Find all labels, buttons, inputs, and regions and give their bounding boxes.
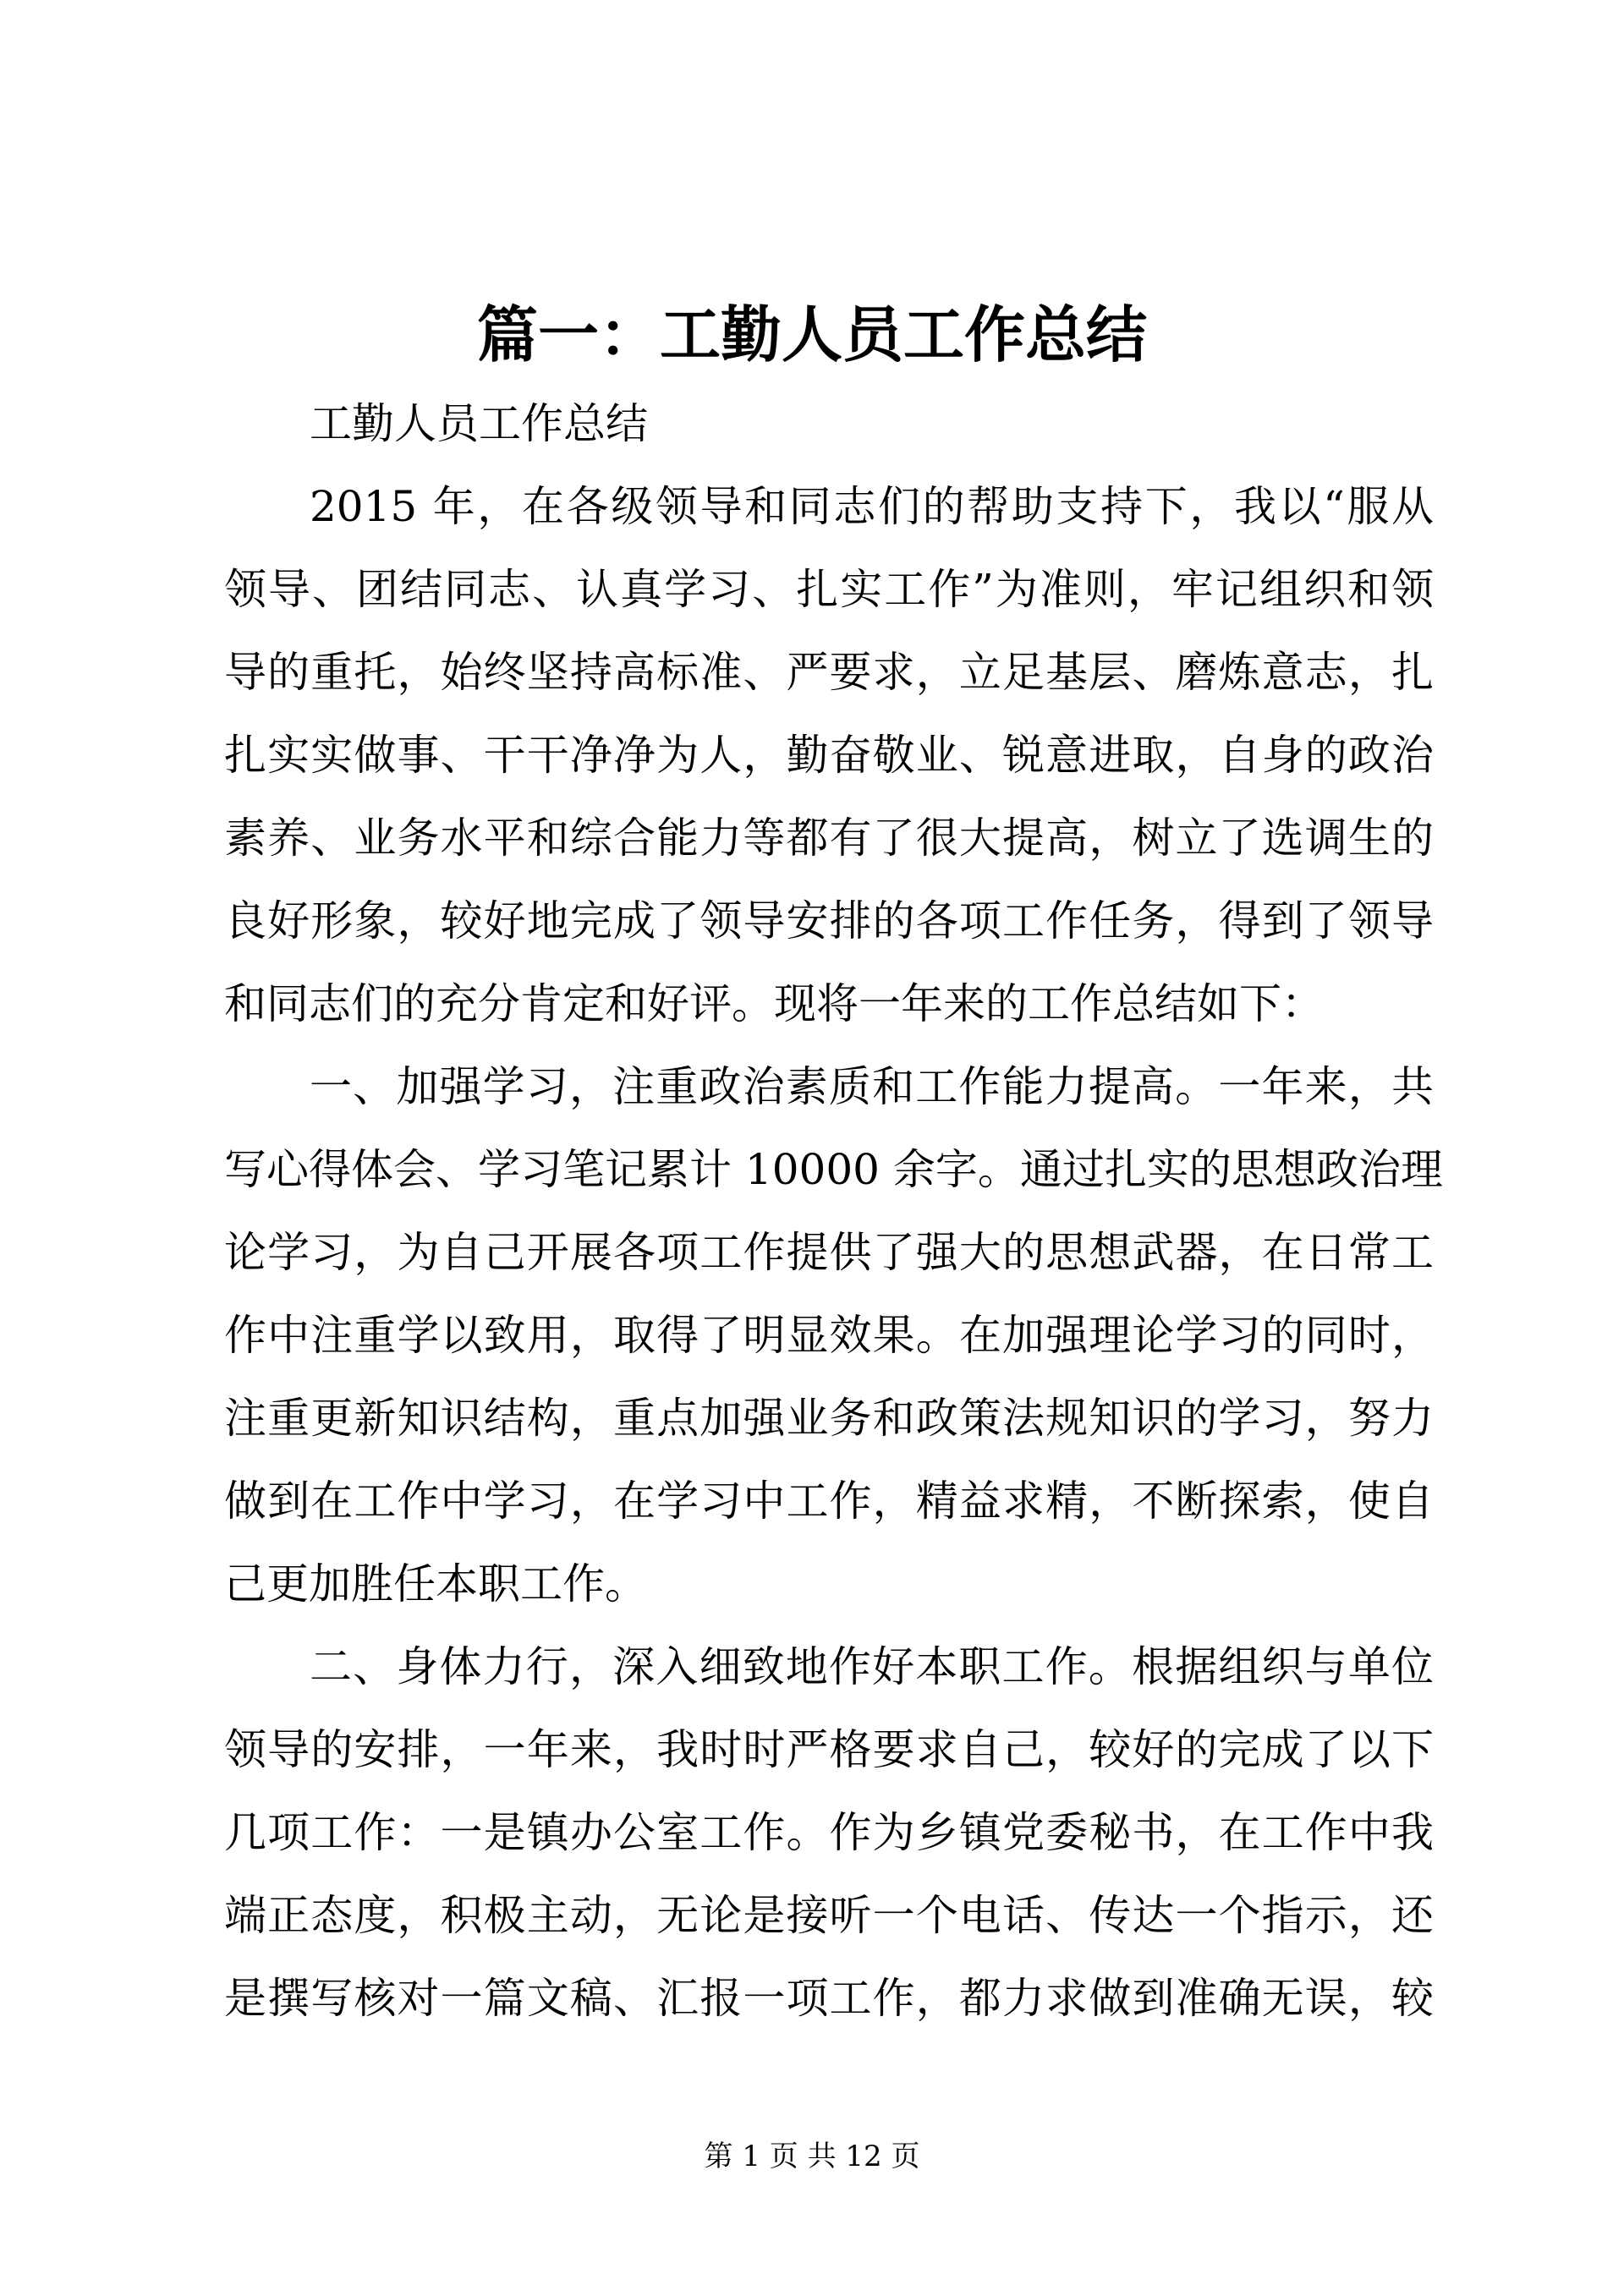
paragraph-line: 领导、团结同志、认真学习、扎实工作”为准则，牢记组织和领 xyxy=(224,565,1434,614)
paragraphs xyxy=(224,465,1443,2040)
paragraph-line: 端正态度，积极主动，无论是接听一个电话、传达一个指示，还 xyxy=(224,1891,1434,1940)
document-body xyxy=(224,382,1443,2040)
paragraph-line: 2015 年，在各级领导和同志们的帮助支持下，我以“服从 xyxy=(310,482,1434,531)
paragraph-line: 领导的安排，一年来，我时时严格要求自己，较好的完成了以下 xyxy=(224,1725,1434,1774)
paragraph xyxy=(224,1045,1443,1625)
paragraph-line: 己更加胜任本职工作。 xyxy=(224,1559,647,1608)
paragraph-line: 做到在工作中学习，在学习中工作，精益求精，不断探索，使自 xyxy=(224,1477,1434,1526)
page-number: 第 1 页 共 12 页 xyxy=(704,2140,920,2173)
document-title: 篇一：工勤人员工作总结 xyxy=(476,299,1147,370)
paragraph-line: 一、加强学习，注重政治素质和工作能力提高。一年来，共 xyxy=(310,1062,1434,1111)
paragraph-line: 素养、业务水平和综合能力等都有了很大提高，树立了选调生的 xyxy=(224,814,1434,863)
document-subtitle: 工勤人员工作总结 xyxy=(310,399,648,448)
paragraph-line: 二、身体力行，深入细致地作好本职工作。根据组织与单位 xyxy=(310,1642,1434,1691)
paragraph-line: 论学习，为自己开展各项工作提供了强大的思想武器，在日常工 xyxy=(224,1228,1434,1277)
paragraph xyxy=(224,465,1434,1045)
paragraph-line: 注重更新知识结构，重点加强业务和政策法规知识的学习，努力 xyxy=(224,1394,1434,1443)
paragraph-line: 导的重托，始终坚持高标准、严要求，立足基层、磨炼意志，扎 xyxy=(224,648,1434,697)
paragraph-line: 作中注重学以致用，取得了明显效果。在加强理论学习的同时， xyxy=(224,1311,1434,1360)
paragraph xyxy=(224,1625,1434,2040)
paragraph-line: 几项工作：一是镇办公室工作。作为乡镇党委秘书，在工作中我 xyxy=(224,1808,1434,1857)
paragraph-line: 写心得体会、学习笔记累计 10000 余字。通过扎实的思想政治理 xyxy=(224,1145,1443,1194)
paragraph-line: 扎实实做事、干干净净为人，勤奋敬业、锐意进取，自身的政治 xyxy=(224,731,1434,780)
paragraph-line: 和同志们的充分肯定和好评。现将一年来的工作总结如下： xyxy=(224,979,1324,1028)
paragraph-line: 是撰写核对一篇文稿、汇报一项工作，都力求做到准确无误，较 xyxy=(224,1974,1434,2023)
paragraph-line: 良好形象，较好地完成了领导安排的各项工作任务，得到了领导 xyxy=(224,896,1434,945)
